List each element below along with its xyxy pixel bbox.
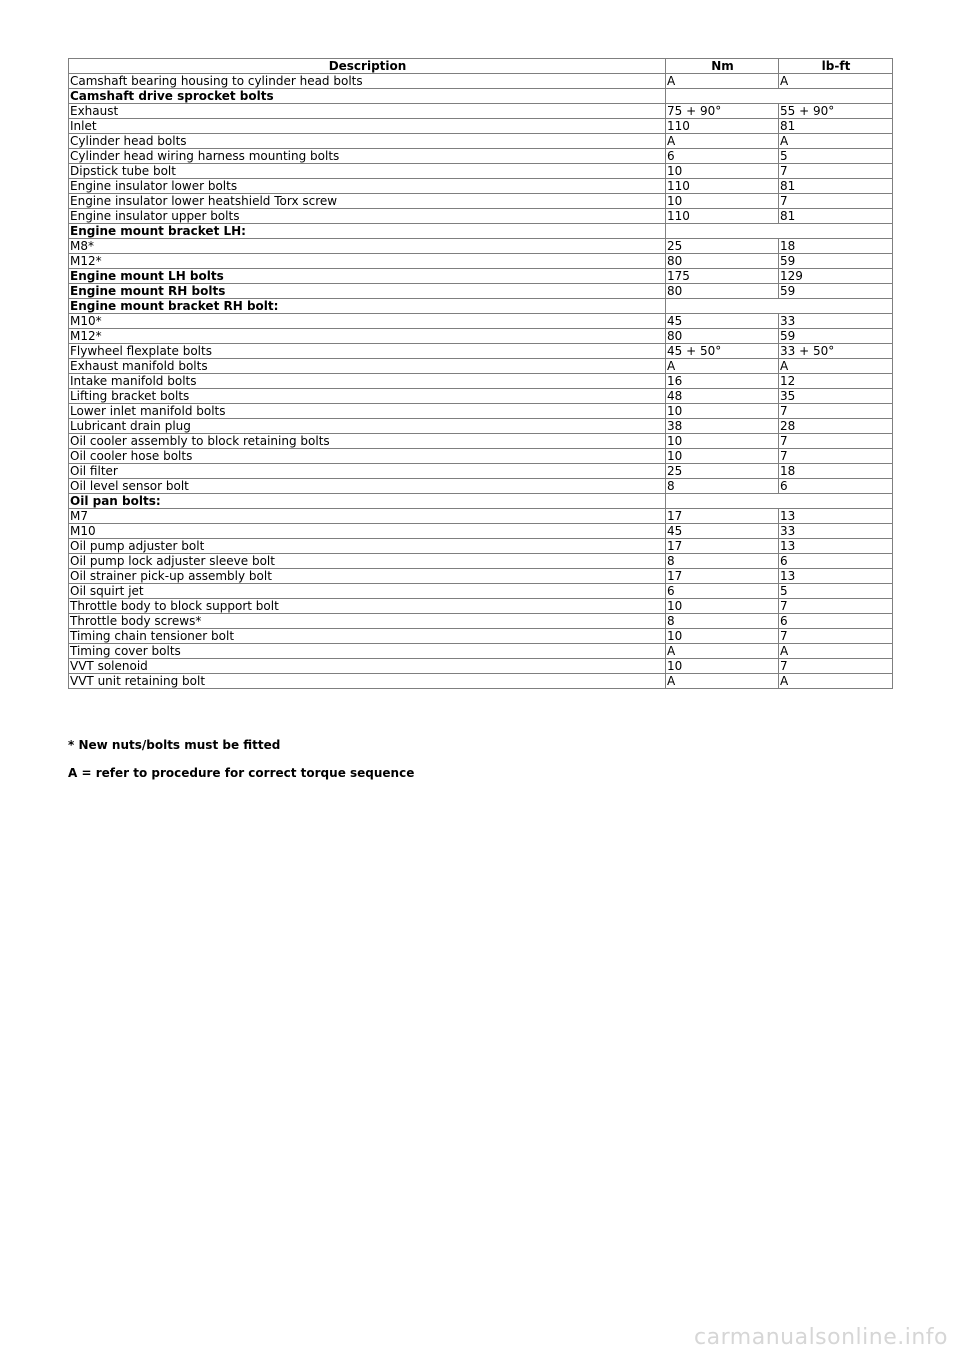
table-row bbox=[69, 254, 893, 269]
section-heading: Camshaft drive sprocket bolts bbox=[69, 89, 666, 104]
table-row bbox=[69, 119, 893, 134]
cell-lbft: 55 + 90° bbox=[779, 104, 893, 119]
cell-nm: 10 bbox=[666, 629, 779, 644]
cell-description: Oil filter bbox=[69, 464, 666, 479]
cell-lbft: 7 bbox=[779, 164, 893, 179]
torque-specification-table bbox=[68, 58, 893, 689]
header-nm: Nm bbox=[666, 59, 779, 74]
cell-description: M12* bbox=[69, 329, 666, 344]
cell-nm: 75 + 90° bbox=[666, 104, 779, 119]
site-watermark: carmanualsonline.info bbox=[694, 1325, 948, 1350]
table-section-row bbox=[69, 494, 893, 509]
cell-nm: 80 bbox=[666, 254, 779, 269]
cell-description: M7 bbox=[69, 509, 666, 524]
table-row bbox=[69, 374, 893, 389]
cell-lbft: 13 bbox=[779, 509, 893, 524]
table-row bbox=[69, 554, 893, 569]
cell-lbft: 28 bbox=[779, 419, 893, 434]
cell-lbft: 81 bbox=[779, 209, 893, 224]
cell-description: Engine insulator lower bolts bbox=[69, 179, 666, 194]
cell-lbft: 81 bbox=[779, 119, 893, 134]
cell-nm: 10 bbox=[666, 659, 779, 674]
cell-lbft: A bbox=[779, 644, 893, 659]
table-row bbox=[69, 134, 893, 149]
cell-lbft: 13 bbox=[779, 569, 893, 584]
table-row bbox=[69, 164, 893, 179]
cell-lbft: 5 bbox=[779, 149, 893, 164]
cell-lbft: 33 + 50° bbox=[779, 344, 893, 359]
table-header-row bbox=[69, 59, 893, 74]
table-row bbox=[69, 239, 893, 254]
cell-nm: 10 bbox=[666, 194, 779, 209]
section-empty-cell bbox=[666, 224, 893, 239]
cell-description: Engine mount LH bolts bbox=[69, 269, 666, 284]
cell-nm: A bbox=[666, 674, 779, 689]
cell-nm: 25 bbox=[666, 239, 779, 254]
table-row bbox=[69, 569, 893, 584]
table-row bbox=[69, 614, 893, 629]
cell-description: Oil cooler assembly to block retaining bolts bbox=[69, 434, 666, 449]
table-section-row bbox=[69, 224, 893, 239]
cell-description: M12* bbox=[69, 254, 666, 269]
cell-lbft: 33 bbox=[779, 314, 893, 329]
table-row bbox=[69, 419, 893, 434]
cell-lbft: 35 bbox=[779, 389, 893, 404]
cell-description: M10* bbox=[69, 314, 666, 329]
table-row bbox=[69, 644, 893, 659]
table-row bbox=[69, 629, 893, 644]
section-empty-cell bbox=[666, 89, 893, 104]
cell-lbft: 18 bbox=[779, 464, 893, 479]
section-empty-cell bbox=[666, 494, 893, 509]
cell-nm: 25 bbox=[666, 464, 779, 479]
header-description: Description bbox=[69, 59, 666, 74]
cell-nm: A bbox=[666, 644, 779, 659]
cell-nm: A bbox=[666, 134, 779, 149]
cell-lbft: 13 bbox=[779, 539, 893, 554]
cell-description: Throttle body screws* bbox=[69, 614, 666, 629]
cell-lbft: 6 bbox=[779, 614, 893, 629]
cell-description: Oil pump adjuster bolt bbox=[69, 539, 666, 554]
cell-description: Flywheel flexplate bolts bbox=[69, 344, 666, 359]
table-row bbox=[69, 404, 893, 419]
cell-nm: 8 bbox=[666, 479, 779, 494]
section-empty-cell bbox=[666, 299, 893, 314]
cell-description: Oil pump lock adjuster sleeve bolt bbox=[69, 554, 666, 569]
cell-description: Engine mount RH bolts bbox=[69, 284, 666, 299]
cell-description: Engine insulator upper bolts bbox=[69, 209, 666, 224]
cell-lbft: 7 bbox=[779, 434, 893, 449]
cell-nm: 10 bbox=[666, 164, 779, 179]
cell-lbft: 6 bbox=[779, 479, 893, 494]
table-row bbox=[69, 209, 893, 224]
new-bolts-note: * New nuts/bolts must be fitted bbox=[68, 738, 281, 752]
cell-nm: 45 + 50° bbox=[666, 344, 779, 359]
table-section-row bbox=[69, 299, 893, 314]
cell-description: Cylinder head bolts bbox=[69, 134, 666, 149]
table-row bbox=[69, 389, 893, 404]
cell-lbft: A bbox=[779, 674, 893, 689]
cell-description: Exhaust bbox=[69, 104, 666, 119]
cell-description: Timing cover bolts bbox=[69, 644, 666, 659]
table-row bbox=[69, 359, 893, 374]
cell-lbft: 18 bbox=[779, 239, 893, 254]
cell-nm: 48 bbox=[666, 389, 779, 404]
table-row bbox=[69, 269, 893, 284]
cell-nm: 16 bbox=[666, 374, 779, 389]
cell-description: Oil strainer pick-up assembly bolt bbox=[69, 569, 666, 584]
cell-lbft: 59 bbox=[779, 254, 893, 269]
cell-description: Engine insulator lower heatshield Torx screw bbox=[69, 194, 666, 209]
cell-nm: 17 bbox=[666, 539, 779, 554]
cell-nm: 38 bbox=[666, 419, 779, 434]
table-row bbox=[69, 179, 893, 194]
cell-nm: 45 bbox=[666, 314, 779, 329]
table-row bbox=[69, 104, 893, 119]
cell-lbft: 59 bbox=[779, 329, 893, 344]
cell-nm: 10 bbox=[666, 434, 779, 449]
cell-nm: 8 bbox=[666, 554, 779, 569]
cell-lbft: 7 bbox=[779, 599, 893, 614]
cell-description: Exhaust manifold bolts bbox=[69, 359, 666, 374]
table-row bbox=[69, 509, 893, 524]
table-row bbox=[69, 479, 893, 494]
cell-description: Intake manifold bolts bbox=[69, 374, 666, 389]
table-row bbox=[69, 659, 893, 674]
cell-lbft: 7 bbox=[779, 404, 893, 419]
cell-nm: 110 bbox=[666, 179, 779, 194]
cell-description: Inlet bbox=[69, 119, 666, 134]
cell-nm: 175 bbox=[666, 269, 779, 284]
table-row bbox=[69, 344, 893, 359]
cell-lbft: 12 bbox=[779, 374, 893, 389]
cell-nm: 10 bbox=[666, 404, 779, 419]
cell-lbft: 7 bbox=[779, 629, 893, 644]
cell-nm: 8 bbox=[666, 614, 779, 629]
cell-lbft: 5 bbox=[779, 584, 893, 599]
table-row bbox=[69, 524, 893, 539]
cell-description: Lubricant drain plug bbox=[69, 419, 666, 434]
cell-lbft: A bbox=[779, 359, 893, 374]
cell-description: Lower inlet manifold bolts bbox=[69, 404, 666, 419]
table-row bbox=[69, 314, 893, 329]
cell-lbft: 7 bbox=[779, 659, 893, 674]
cell-description: Camshaft bearing housing to cylinder head bolts bbox=[69, 74, 666, 89]
table-row bbox=[69, 599, 893, 614]
cell-nm: A bbox=[666, 359, 779, 374]
cell-description: VVT solenoid bbox=[69, 659, 666, 674]
cell-nm: A bbox=[666, 74, 779, 89]
table-row bbox=[69, 539, 893, 554]
table-row bbox=[69, 329, 893, 344]
cell-description: Oil cooler hose bolts bbox=[69, 449, 666, 464]
cell-nm: 6 bbox=[666, 584, 779, 599]
cell-lbft: 129 bbox=[779, 269, 893, 284]
cell-description: Throttle body to block support bolt bbox=[69, 599, 666, 614]
cell-description: Oil level sensor bolt bbox=[69, 479, 666, 494]
cell-nm: 110 bbox=[666, 209, 779, 224]
cell-nm: 80 bbox=[666, 329, 779, 344]
table-row bbox=[69, 74, 893, 89]
cell-nm: 17 bbox=[666, 509, 779, 524]
cell-lbft: 81 bbox=[779, 179, 893, 194]
cell-nm: 45 bbox=[666, 524, 779, 539]
cell-description: Dipstick tube bolt bbox=[69, 164, 666, 179]
table-row bbox=[69, 194, 893, 209]
section-heading: Engine mount bracket LH: bbox=[69, 224, 666, 239]
cell-lbft: 7 bbox=[779, 449, 893, 464]
cell-description: Cylinder head wiring harness mounting bolts bbox=[69, 149, 666, 164]
table-row bbox=[69, 584, 893, 599]
cell-nm: 80 bbox=[666, 284, 779, 299]
torque-sequence-note: A = refer to procedure for correct torque sequence bbox=[68, 766, 415, 780]
cell-description: M10 bbox=[69, 524, 666, 539]
cell-description: Lifting bracket bolts bbox=[69, 389, 666, 404]
cell-nm: 110 bbox=[666, 119, 779, 134]
cell-nm: 17 bbox=[666, 569, 779, 584]
cell-lbft: 33 bbox=[779, 524, 893, 539]
cell-description: M8* bbox=[69, 239, 666, 254]
cell-description: VVT unit retaining bolt bbox=[69, 674, 666, 689]
cell-nm: 10 bbox=[666, 599, 779, 614]
cell-nm: 10 bbox=[666, 449, 779, 464]
section-heading: Oil pan bolts: bbox=[69, 494, 666, 509]
table-row bbox=[69, 284, 893, 299]
cell-lbft: 59 bbox=[779, 284, 893, 299]
table-row bbox=[69, 149, 893, 164]
cell-lbft: A bbox=[779, 134, 893, 149]
table-row bbox=[69, 434, 893, 449]
table-row bbox=[69, 464, 893, 479]
cell-lbft: 6 bbox=[779, 554, 893, 569]
cell-description: Timing chain tensioner bolt bbox=[69, 629, 666, 644]
cell-lbft: 7 bbox=[779, 194, 893, 209]
section-heading: Engine mount bracket RH bolt: bbox=[69, 299, 666, 314]
table-section-row bbox=[69, 89, 893, 104]
cell-description: Oil squirt jet bbox=[69, 584, 666, 599]
table-body bbox=[69, 74, 893, 689]
table-row bbox=[69, 449, 893, 464]
header-lbft: lb-ft bbox=[779, 59, 893, 74]
cell-lbft: A bbox=[779, 74, 893, 89]
cell-nm: 6 bbox=[666, 149, 779, 164]
table-row bbox=[69, 674, 893, 689]
